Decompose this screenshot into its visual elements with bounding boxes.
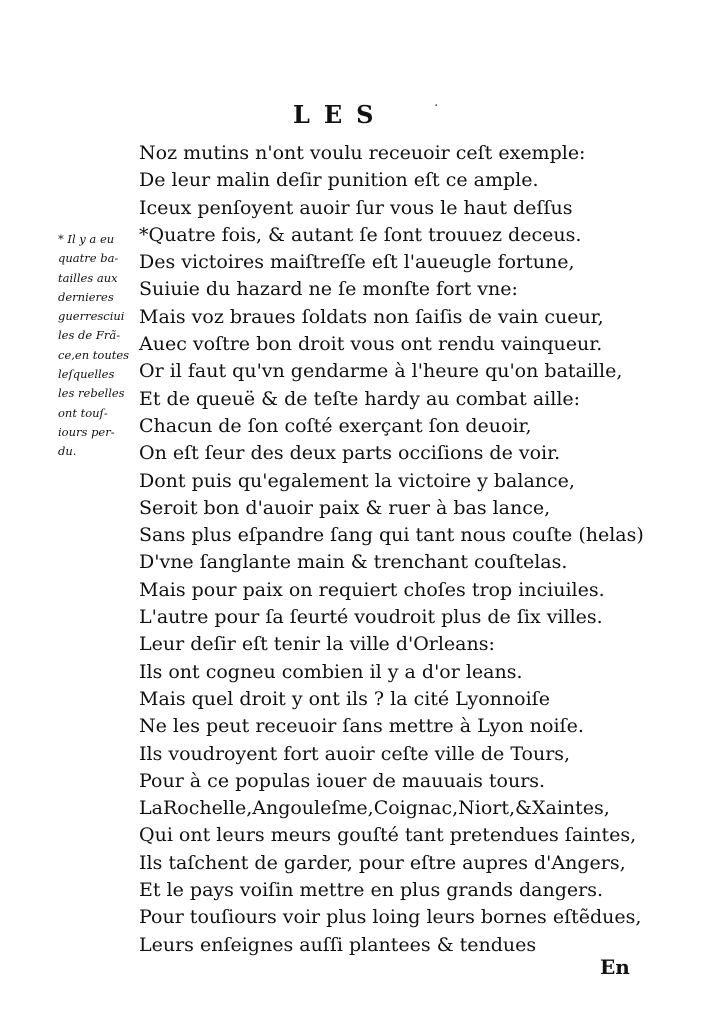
verse-line: L'autre pour ſa ſeurté voudroit plus de ſix villes. [139, 606, 603, 629]
catchword: En [600, 955, 630, 979]
margin-note-line: les rebelles [58, 386, 125, 401]
verse-line: Pour à ce populas iouer de mauuais tours. [139, 769, 546, 792]
verse-line: Sans plus eſpandre ſang qui tant nous couſte (helas) [139, 524, 644, 547]
verse-line: LaRochelle,Angouleſme,Coignac,Niort,&Xaintes, [139, 797, 610, 820]
verse-line: Mais quel droit y ont ils ? la cité Lyonnoiſe [139, 687, 550, 710]
verse-line: Pour touſiours voir plus loing leurs bornes eſtẽdues, [139, 906, 642, 929]
verse-line: Seroit bon d'auoir paix & ruer à bas lance, [139, 496, 551, 519]
verse-line: Ne les peut receuoir ſans mettre à Lyon noiſe. [139, 715, 584, 738]
margin-note-line: guerresciui [58, 309, 125, 324]
verse-line: Et le pays voiſin mettre en plus grands dangers. [139, 879, 604, 902]
verse-line: Mais voz braues ſoldats non ſaiſis de vain cueur, [139, 305, 604, 328]
verse-line: Chacun de ſon coſté exerçant ſon deuoir, [139, 414, 532, 437]
verse-line: Auec voſtre bon droit vous ont rendu vainqueur. [139, 333, 603, 356]
verse-line: D'vne ſanglante main & trenchant couſtelas. [139, 551, 568, 574]
verse-line: Des victoires maiſtreſſe eſt l'aueugle fortune, [139, 251, 575, 274]
verse-line: Qui ont leurs meurs gouſté tant pretendues ſaintes, [139, 824, 637, 847]
verse-line: Leurs enſeignes auſſi plantees & tendues [139, 933, 537, 956]
running-head: LES [293, 100, 388, 129]
margin-note-line: quatre ba- [58, 251, 119, 266]
verse-line: Mais pour paix on requiert choſes trop inciuiles. [139, 578, 605, 601]
verse-line: Iceux penſoyent auoir ſur vous le haut deſſus [139, 196, 573, 219]
verse-line: On eſt ſeur des deux parts occiſions de voir. [139, 442, 561, 465]
margin-note-line: dernieres [58, 289, 114, 304]
margin-note-line: leſquelles [58, 367, 115, 382]
margin-note-line: * Il y a eu [58, 232, 115, 246]
margin-note-line: tailles aux [58, 270, 118, 285]
margin-note-line: ont touſ- [58, 405, 108, 420]
margin-note [58, 230, 138, 462]
margin-note-line: iours per- [58, 424, 115, 439]
verse-line: Leur deſir eſt tenir la ville d'Orleans: [139, 633, 495, 656]
verse-line: Ils ont cogneu combien il y a d'or leans. [139, 660, 523, 683]
verse-line: Ils taſchent de garder, pour eſtre aupres d'Angers, [139, 851, 626, 874]
margin-note-line: ce,en toutes [58, 347, 130, 362]
margin-note-line: les de Frã- [58, 328, 121, 343]
verse-block [139, 140, 644, 959]
decorative-mark: · [434, 98, 439, 114]
verse-line: De leur malin deſir punition eſt ce ample. [139, 169, 539, 192]
verse-line: Or il faut qu'vn gendarme à l'heure qu'on bataille, [139, 360, 623, 383]
verse-line: Ils voudroyent fort auoir ceſte ville de Tours, [139, 742, 571, 765]
verse-line: Et de queuë & de teſte hardy au combat aille: [139, 387, 581, 410]
verse-line: Noz mutins n'ont voulu receuoir ceſt exemple: [139, 142, 586, 164]
verse-line: *Quatre fois, & autant ſe ſont trouuez deceus. [139, 223, 582, 246]
verse-line: Suiuie du hazard ne ſe monſte fort vne: [139, 278, 518, 301]
margin-note-line: du. [58, 444, 77, 459]
verse-line: Dont puis qu'egalement la victoire y balance, [139, 469, 575, 492]
